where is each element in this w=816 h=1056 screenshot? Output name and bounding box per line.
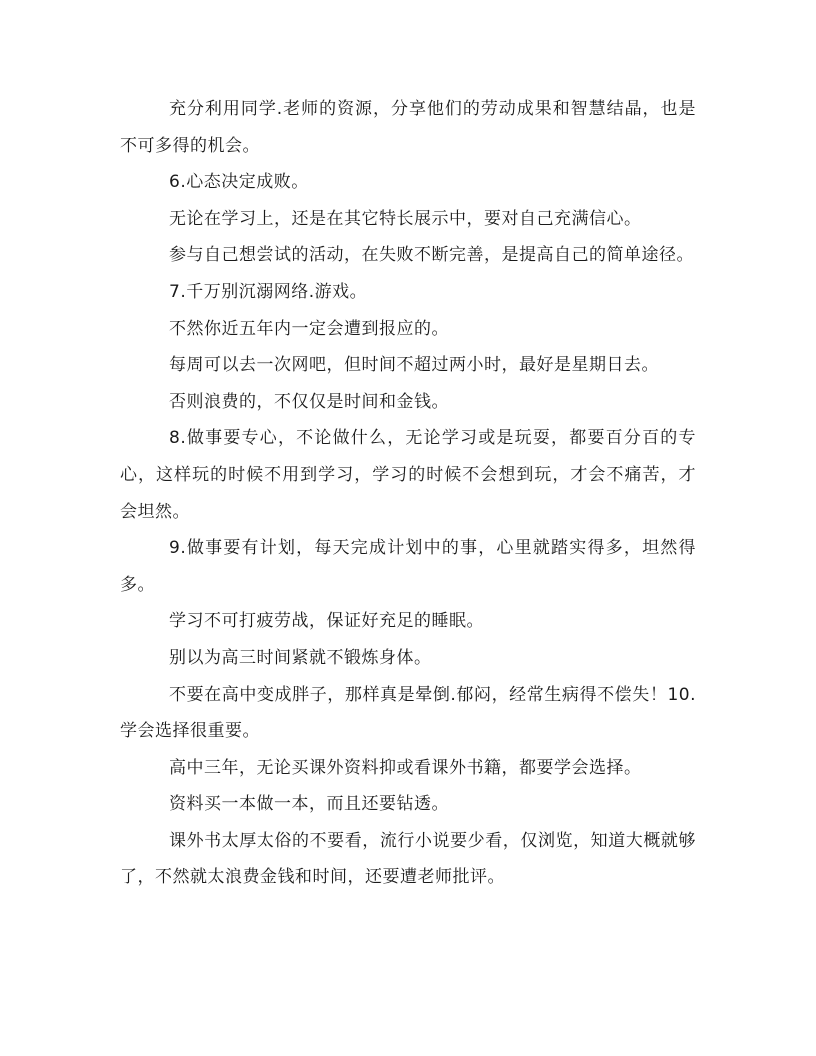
paragraph: 6.心态决定成败。 <box>169 172 309 193</box>
paragraph: 高中三年，无论买课外资料抑或看课外书籍，都要学会选择。 <box>169 757 642 778</box>
paragraph: 不要在高中变成胖子，那样真是晕倒.郁闷，经常生病得不偿失！10.学会选择很重要。 <box>120 684 696 742</box>
paragraph: 8.做事要专心，不论做什么，无论学习或是玩耍，都要百分百的专心，这样玩的时候不用到学习，学习的时候不会想到玩，才会不痛苦，才会坦然。 <box>120 428 696 522</box>
paragraph: 否则浪费的，不仅仅是时间和金钱。 <box>169 391 449 412</box>
paragraph: 9.做事要有计划，每天完成计划中的事，心里就踏实得多，坦然得多。 <box>120 538 696 595</box>
document-body <box>120 91 696 896</box>
paragraph: 资料买一本做一本，而且还要钻透。 <box>169 794 449 815</box>
paragraph: 每周可以去一次网吧，但时间不超过两小时，最好是星期日去。 <box>169 355 659 376</box>
paragraph: 充分利用同学.老师的资源，分享他们的劳动成果和智慧结晶，也是不可多得的机会。 <box>120 99 696 156</box>
paragraph: 学习不可打疲劳战，保证好充足的睡眠。 <box>169 611 484 632</box>
paragraph: 无论在学习上，还是在其它特长展示中，要对自己充满信心。 <box>169 208 642 229</box>
paragraph: 7.千万别沉溺网络.游戏。 <box>169 281 368 302</box>
paragraph: 不然你近五年内一定会遭到报应的。 <box>169 318 449 339</box>
paragraph: 参与自己想尝试的活动，在失败不断完善，是提高自己的简单途径。 <box>169 245 694 266</box>
paragraph: 课外书太厚太俗的不要看，流行小说要少看，仅浏览，知道大概就够了，不然就太浪费金钱和时间，还要遭老师批评。 <box>120 830 696 888</box>
paragraph: 别以为高三时间紧就不锻炼身体。 <box>169 647 432 668</box>
